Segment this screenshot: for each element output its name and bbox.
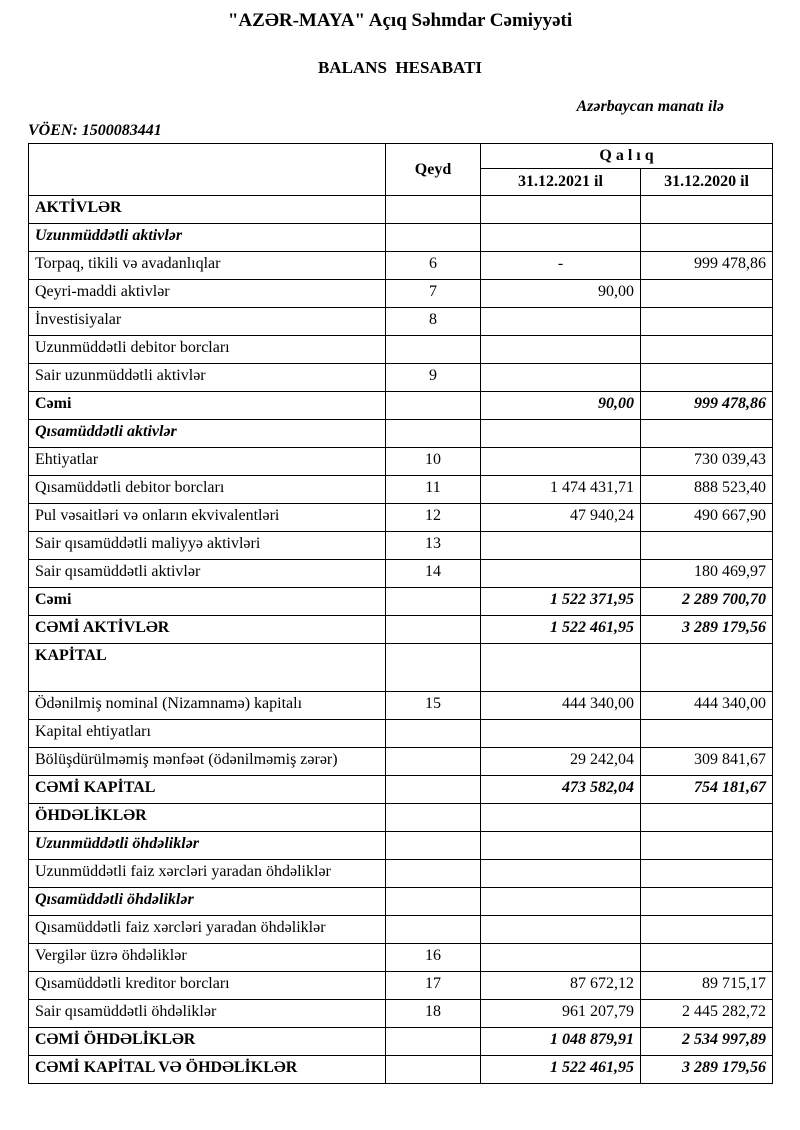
table-row bbox=[29, 196, 773, 224]
row-label: Ödənilmiş nominal (Nizamnamə) kapitalı bbox=[29, 692, 386, 720]
row-qeyd: 15 bbox=[386, 692, 481, 720]
row-qeyd bbox=[386, 804, 481, 832]
table-row bbox=[29, 804, 773, 832]
row-value-2020: 999 478,86 bbox=[641, 252, 773, 280]
row-qeyd: 18 bbox=[386, 1000, 481, 1028]
table-row bbox=[29, 1000, 773, 1028]
report-title: BALANS HESABATI bbox=[317, 58, 483, 77]
row-value-2020: 2 534 997,89 bbox=[641, 1028, 773, 1056]
company-title: "AZƏR-MAYA" Açıq Səhmdar Cəmiyyəti bbox=[227, 10, 573, 31]
row-qeyd: 7 bbox=[386, 280, 481, 308]
row-value-2021 bbox=[481, 720, 641, 748]
row-label: Torpaq, tikili və avadanlıqlar bbox=[29, 252, 386, 280]
row-value-2020: 490 667,90 bbox=[641, 504, 773, 532]
row-qeyd bbox=[386, 776, 481, 804]
row-value-2021 bbox=[481, 308, 641, 336]
table-row bbox=[29, 644, 773, 692]
row-value-2021: 473 582,04 bbox=[481, 776, 641, 804]
row-label: Qısamüddətli kreditor borcları bbox=[29, 972, 386, 1000]
row-qeyd bbox=[386, 1056, 481, 1084]
row-label: ÖHDƏLİKLƏR bbox=[29, 804, 386, 832]
row-value-2020 bbox=[641, 888, 773, 916]
balance-table-body bbox=[29, 196, 773, 1084]
row-label: Uzunmüddətli debitor borcları bbox=[29, 336, 386, 364]
row-label: CƏMİ AKTİVLƏR bbox=[29, 616, 386, 644]
row-qeyd bbox=[386, 392, 481, 420]
row-value-2021 bbox=[481, 832, 641, 860]
row-value-2020 bbox=[641, 336, 773, 364]
row-qeyd: 17 bbox=[386, 972, 481, 1000]
row-value-2021: 961 207,79 bbox=[481, 1000, 641, 1028]
row-label: Uzunmüddətli aktivlər bbox=[29, 224, 386, 252]
table-row bbox=[29, 720, 773, 748]
row-value-2020: 999 478,86 bbox=[641, 392, 773, 420]
row-value-2021: 87 672,12 bbox=[481, 972, 641, 1000]
row-value-2021: 47 940,24 bbox=[481, 504, 641, 532]
row-value-2020 bbox=[641, 420, 773, 448]
row-value-2020 bbox=[641, 196, 773, 224]
row-value-2020 bbox=[641, 916, 773, 944]
row-value-2020: 309 841,67 bbox=[641, 748, 773, 776]
row-label: Ehtiyatlar bbox=[29, 448, 386, 476]
table-row bbox=[29, 252, 773, 280]
row-label: KAPİTAL bbox=[29, 644, 386, 692]
row-value-2020 bbox=[641, 280, 773, 308]
row-value-2021: 29 242,04 bbox=[481, 748, 641, 776]
table-row bbox=[29, 972, 773, 1000]
row-qeyd bbox=[386, 860, 481, 888]
row-qeyd bbox=[386, 720, 481, 748]
row-label: Qısamüddətli faiz xərcləri yaradan öhdəliklər bbox=[29, 916, 386, 944]
row-value-2020 bbox=[641, 720, 773, 748]
table-row bbox=[29, 776, 773, 804]
row-value-2020: 3 289 179,56 bbox=[641, 616, 773, 644]
row-value-2020: 180 469,97 bbox=[641, 560, 773, 588]
table-row bbox=[29, 504, 773, 532]
row-label: Qısamüddətli aktivlər bbox=[29, 420, 386, 448]
row-value-2021 bbox=[481, 888, 641, 916]
row-label: Cəmi bbox=[29, 588, 386, 616]
row-value-2020 bbox=[641, 804, 773, 832]
row-qeyd: 12 bbox=[386, 504, 481, 532]
table-row bbox=[29, 748, 773, 776]
row-value-2021: 1 474 431,71 bbox=[481, 476, 641, 504]
row-qeyd: 6 bbox=[386, 252, 481, 280]
row-label: Uzunmüddətli öhdəliklər bbox=[29, 832, 386, 860]
row-value-2021 bbox=[481, 336, 641, 364]
row-label: Cəmi bbox=[29, 392, 386, 420]
qeyd-header: Qeyd bbox=[386, 144, 481, 196]
table-row bbox=[29, 420, 773, 448]
table-row bbox=[29, 336, 773, 364]
row-value-2020 bbox=[641, 644, 773, 692]
row-value-2021: 1 522 371,95 bbox=[481, 588, 641, 616]
row-label: Sair uzunmüddətli aktivlər bbox=[29, 364, 386, 392]
row-value-2021 bbox=[481, 804, 641, 832]
table-row bbox=[29, 860, 773, 888]
row-label: Vergilər üzrə öhdəliklər bbox=[29, 944, 386, 972]
row-value-2021 bbox=[481, 196, 641, 224]
table-row bbox=[29, 692, 773, 720]
row-qeyd: 11 bbox=[386, 476, 481, 504]
row-value-2020 bbox=[641, 532, 773, 560]
row-value-2021 bbox=[481, 860, 641, 888]
table-row bbox=[29, 916, 773, 944]
row-value-2021: 90,00 bbox=[481, 392, 641, 420]
row-label: Qısamüddətli öhdəliklər bbox=[29, 888, 386, 916]
row-qeyd: 14 bbox=[386, 560, 481, 588]
table-row bbox=[29, 1056, 773, 1084]
row-label: İnvestisiyalar bbox=[29, 308, 386, 336]
row-value-2020: 3 289 179,56 bbox=[641, 1056, 773, 1084]
row-qeyd: 8 bbox=[386, 308, 481, 336]
row-qeyd bbox=[386, 916, 481, 944]
row-value-2021 bbox=[481, 420, 641, 448]
row-value-2020: 754 181,67 bbox=[641, 776, 773, 804]
balance-table-header bbox=[29, 144, 773, 196]
row-label: Bölüşdürülməmiş mənfəət (ödənilməmiş zərər) bbox=[29, 748, 386, 776]
table-row bbox=[29, 308, 773, 336]
table-row bbox=[29, 1028, 773, 1056]
row-value-2020: 89 715,17 bbox=[641, 972, 773, 1000]
col-2020-header: 31.12.2020 il bbox=[641, 169, 773, 196]
row-label: Qısamüddətli debitor borcları bbox=[29, 476, 386, 504]
table-row bbox=[29, 224, 773, 252]
row-value-2021: 1 048 879,91 bbox=[481, 1028, 641, 1056]
row-label: Uzunmüddətli faiz xərcləri yaradan öhdəliklər bbox=[29, 860, 386, 888]
row-value-2020 bbox=[641, 308, 773, 336]
row-label: Qeyri-maddi aktivlər bbox=[29, 280, 386, 308]
row-label: Kapital ehtiyatları bbox=[29, 720, 386, 748]
row-qeyd bbox=[386, 888, 481, 916]
table-row bbox=[29, 392, 773, 420]
row-label: Pul vəsaitləri və onların ekvivalentləri bbox=[29, 504, 386, 532]
row-label: Sair qısamüddətli aktivlər bbox=[29, 560, 386, 588]
col-2021-header: 31.12.2021 il bbox=[481, 169, 641, 196]
row-label: CƏMİ KAPİTAL bbox=[29, 776, 386, 804]
table-row bbox=[29, 532, 773, 560]
row-qeyd bbox=[386, 336, 481, 364]
row-label: CƏMİ ÖHDƏLİKLƏR bbox=[29, 1028, 386, 1056]
table-row bbox=[29, 448, 773, 476]
table-row bbox=[29, 588, 773, 616]
row-label: AKTİVLƏR bbox=[29, 196, 386, 224]
row-label: Sair qısamüddətli maliyyə aktivləri bbox=[29, 532, 386, 560]
row-value-2020: 730 039,43 bbox=[641, 448, 773, 476]
table-row bbox=[29, 476, 773, 504]
row-qeyd bbox=[386, 1028, 481, 1056]
row-value-2020: 444 340,00 bbox=[641, 692, 773, 720]
row-qeyd: 16 bbox=[386, 944, 481, 972]
table-row bbox=[29, 944, 773, 972]
row-value-2020 bbox=[641, 364, 773, 392]
row-qeyd bbox=[386, 616, 481, 644]
row-value-2021: 1 522 461,95 bbox=[481, 1056, 641, 1084]
row-value-2020 bbox=[641, 832, 773, 860]
table-row bbox=[29, 832, 773, 860]
row-value-2021 bbox=[481, 560, 641, 588]
row-value-2021: 90,00 bbox=[481, 280, 641, 308]
row-qeyd: 13 bbox=[386, 532, 481, 560]
table-row bbox=[29, 560, 773, 588]
row-value-2021 bbox=[481, 448, 641, 476]
row-value-2020: 2 289 700,70 bbox=[641, 588, 773, 616]
table-row bbox=[29, 364, 773, 392]
row-value-2021 bbox=[481, 916, 641, 944]
row-qeyd bbox=[386, 224, 481, 252]
row-label: CƏMİ KAPİTAL VƏ ÖHDƏLİKLƏR bbox=[29, 1056, 386, 1084]
row-value-2021 bbox=[481, 224, 641, 252]
corner-cell bbox=[29, 144, 386, 196]
row-value-2021 bbox=[481, 532, 641, 560]
qaliq-header: Q a l ı q bbox=[481, 144, 773, 169]
row-qeyd bbox=[386, 644, 481, 692]
row-value-2020: 888 523,40 bbox=[641, 476, 773, 504]
row-value-2021: - bbox=[481, 252, 641, 280]
row-value-2021 bbox=[481, 944, 641, 972]
voen-label: VÖEN: 1500083441 bbox=[28, 122, 162, 139]
row-value-2021: 1 522 461,95 bbox=[481, 616, 641, 644]
row-qeyd bbox=[386, 196, 481, 224]
row-label: Sair qısamüddətli öhdəliklər bbox=[29, 1000, 386, 1028]
row-value-2021: 444 340,00 bbox=[481, 692, 641, 720]
row-qeyd bbox=[386, 832, 481, 860]
row-qeyd bbox=[386, 420, 481, 448]
balance-table bbox=[28, 143, 773, 1084]
row-value-2020: 2 445 282,72 bbox=[641, 1000, 773, 1028]
row-qeyd bbox=[386, 588, 481, 616]
row-qeyd: 10 bbox=[386, 448, 481, 476]
table-row bbox=[29, 616, 773, 644]
row-qeyd: 9 bbox=[386, 364, 481, 392]
table-row bbox=[29, 280, 773, 308]
currency-note: Azərbaycan manatı ilə bbox=[576, 98, 724, 115]
row-value-2021 bbox=[481, 364, 641, 392]
row-qeyd bbox=[386, 748, 481, 776]
row-value-2021 bbox=[481, 644, 641, 692]
row-value-2020 bbox=[641, 224, 773, 252]
table-row bbox=[29, 888, 773, 916]
row-value-2020 bbox=[641, 860, 773, 888]
row-value-2020 bbox=[641, 944, 773, 972]
